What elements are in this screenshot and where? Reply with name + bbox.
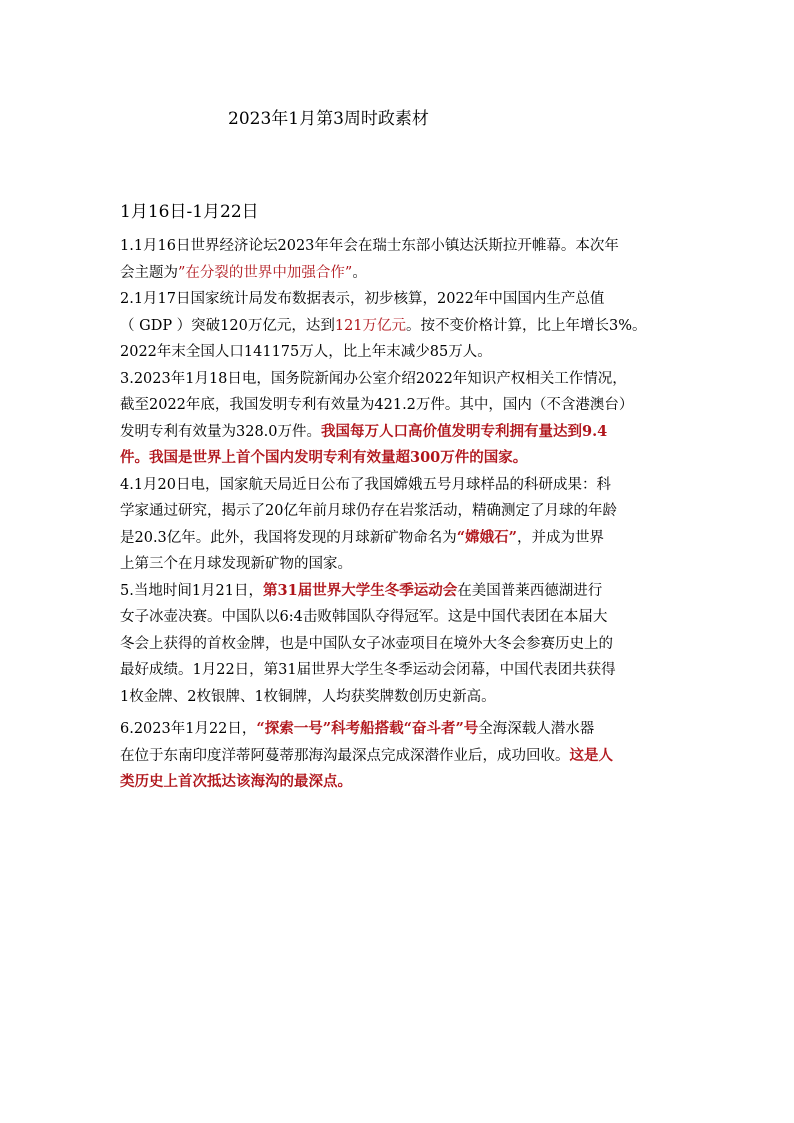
text-run: 最好成绩。1月22日，第31届世界大学生冬季运动会闭幕，中国代表团共获得	[120, 662, 616, 678]
item-line	[120, 392, 700, 419]
item-line	[120, 604, 700, 631]
highlight-text: 类历史上首次抵达该海沟的最深点。	[120, 773, 352, 790]
text-run: 3.2023年1月18日电，国务院新闻办公室介绍2022年知识产权相关工作情况，	[120, 370, 627, 387]
highlight-text: 121万亿元	[334, 317, 407, 334]
text-run: 4.1月20日电，国家航天局近日公布了我国嫦娥五号月球样品的科研成果：科	[120, 476, 612, 493]
item-line	[120, 313, 700, 340]
item-line	[120, 445, 700, 472]
highlight-text: 这是人	[569, 746, 613, 764]
item-line	[120, 578, 700, 605]
item-line	[120, 631, 700, 658]
highlight-text: “嫦娥石”	[456, 528, 517, 546]
news-item-3	[120, 366, 700, 472]
item-line	[120, 366, 700, 393]
item-line	[120, 716, 700, 743]
news-item-5	[120, 578, 700, 711]
item-line	[120, 419, 700, 446]
text-run: ，并成为世界	[516, 529, 604, 546]
text-run: 是20.3亿年。此外，我国将发现的月球新矿物命名为	[120, 529, 457, 546]
highlight-text: 我国每万人口高价值发明专利拥有量达到9.4	[321, 422, 608, 440]
item-line	[120, 769, 700, 796]
text-run: 1枚金牌、2枚银牌、1枚铜牌，人均获奖牌数创历史新高。	[120, 688, 496, 705]
item-line	[120, 525, 700, 552]
highlight-text: ”在分裂的世界中加强合作”	[178, 264, 353, 281]
text-run: 2022年末全国人口141175万人，比上年末减少85万人。	[120, 344, 492, 360]
text-run: 1.1月16日世界经济论坛2023年年会在瑞士东部小镇达沃斯拉开帷幕。本次年	[120, 238, 619, 254]
news-item-6	[120, 716, 700, 796]
text-run: 上第三个在月球发现新矿物的国家。	[120, 556, 352, 572]
highlight-text: 第31届世界大学生冬季运动会	[263, 581, 458, 599]
news-item-4	[120, 472, 700, 578]
item-line	[120, 743, 700, 770]
date-range-heading: 1月16日-1月22日	[120, 202, 259, 222]
highlight-text: “探索一号”科考船搭载“奋斗者”号	[256, 720, 479, 737]
item-line	[120, 551, 700, 578]
item-line	[120, 657, 700, 684]
text-run: 在位于东南印度洋蒂阿蔓蒂那海沟最深点完成深潜作业后，成功回收。	[120, 747, 570, 764]
news-item-2	[120, 286, 700, 366]
text-run: 全海深载人潜水器	[478, 721, 595, 737]
highlight-text: 件。我国是世界上首个国内发明专利有效量超300万件的国家。	[120, 449, 528, 466]
text-run: 会主题为	[120, 264, 178, 281]
item-line	[120, 498, 700, 525]
text-run: 发明专利有效量为328.0万件。	[120, 423, 322, 440]
text-run: 2.1月17日国家统计局发布数据表示，初步核算，2022年中国国内生产总值	[120, 291, 605, 307]
item-line	[120, 684, 700, 711]
item-line	[120, 233, 700, 260]
text-run: 5.当地时间1月21日，	[120, 582, 264, 599]
text-run: 。	[352, 264, 367, 281]
text-run: 女子冰壶决赛。中国队以6:4击败韩国队夺得冠军。这是中国代表团在本届大	[120, 609, 608, 625]
news-item-list	[120, 233, 700, 796]
document-title: 2023年1月第3周时政素材	[228, 109, 429, 129]
item-line	[120, 472, 700, 499]
news-item-1	[120, 233, 700, 286]
text-run: 截至2022年底，我国发明专利有效量为421.2万件。其中，国内（不含港澳台）	[120, 397, 634, 413]
item-line	[120, 260, 700, 287]
item-line	[120, 286, 700, 313]
text-run: （ GDP ）突破120万亿元，达到	[120, 317, 335, 334]
item-line	[120, 339, 700, 366]
text-run: 。按不变价格计算，比上年增长3%。	[406, 317, 647, 334]
text-run: 学家通过研究，揭示了20亿年前月球仍存在岩浆活动，精确测定了月球的年龄	[120, 503, 617, 519]
text-run: 在美国普莱西德湖进行	[457, 582, 603, 599]
text-run: 冬会上获得的首枚金牌，也是中国队女子冰壶项目在境外大冬会参赛历史上的	[120, 635, 613, 652]
text-run: 6.2023年1月22日，	[120, 721, 257, 737]
